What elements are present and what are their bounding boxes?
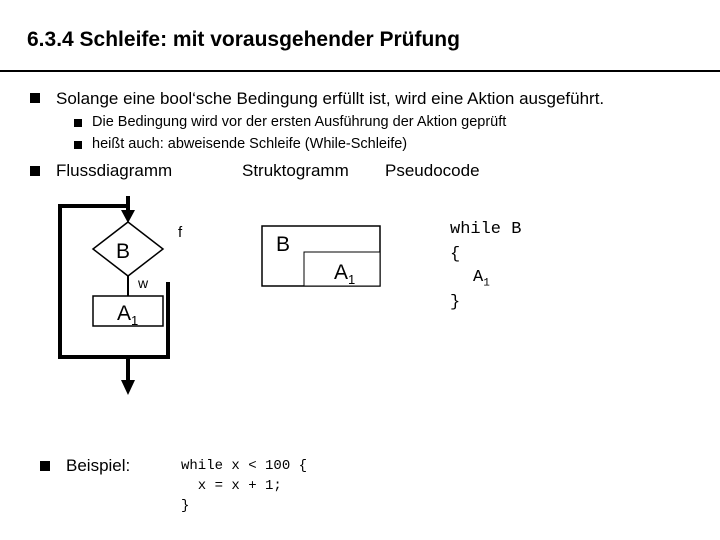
decision-condition: B — [116, 240, 131, 263]
pseudocode-action: A — [473, 268, 484, 287]
sub-bullet-text: heißt auch: abweisende Schleife (While-Schleife) — [92, 136, 408, 152]
true-label: w — [138, 275, 149, 291]
pseudocode-line2: { — [450, 245, 461, 264]
bullet-marker — [40, 461, 50, 471]
example-code-line2: x = x + 1; — [181, 478, 282, 494]
exit-arrow — [121, 380, 135, 395]
action-label: $A_1$ — [117, 302, 139, 328]
example-code-line3: } — [181, 498, 190, 514]
example-label: Beispiel: — [66, 456, 131, 475]
label-pseudocode: Pseudocode — [385, 161, 480, 180]
label-struktogramm: Struktogramm — [242, 161, 349, 180]
bullet-text: Solange eine bool‘sche Bedingung erfüllt ist, wird eine Aktion ausgeführt. — [56, 89, 605, 108]
pseudocode-action-sub: 1 — [483, 277, 490, 290]
sub-bullet-text: Die Bedingung wird vor der ersten Ausführung der Aktion geprüft — [92, 114, 507, 130]
page-title: 6.3.4 Schleife: mit vorausgehender Prüfung — [27, 28, 460, 51]
struktogramm-action: $A_1$ — [334, 261, 356, 287]
pseudocode-line4: } — [450, 293, 461, 312]
false-label: f — [178, 224, 183, 241]
example-code-line1: while x < 100 { — [181, 458, 308, 474]
label-flussdiagramm: Flussdiagramm — [56, 161, 173, 180]
struktogramm-condition: B — [276, 233, 291, 256]
pseudocode-line3 — [473, 268, 490, 289]
pseudocode-line1: while B — [450, 220, 522, 239]
loop-back-line — [60, 206, 168, 357]
